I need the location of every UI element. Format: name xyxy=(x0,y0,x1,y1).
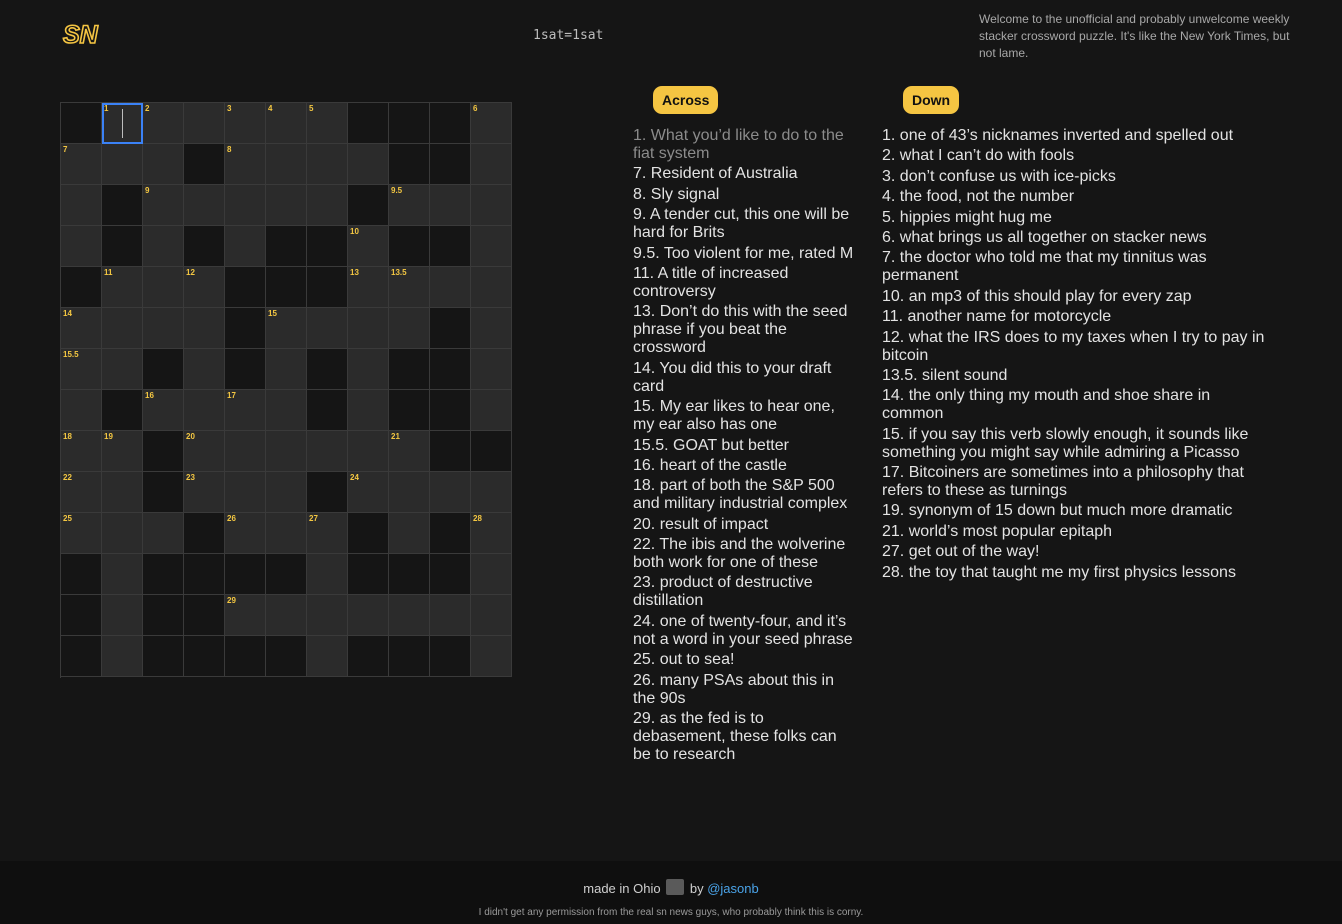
grid-cell[interactable] xyxy=(348,390,389,431)
cell-number: 9 xyxy=(145,186,150,195)
across-clue[interactable]: 14. You did this to your draft card xyxy=(633,359,832,395)
grid-cell[interactable] xyxy=(61,431,102,472)
grid-cell[interactable] xyxy=(266,390,307,431)
cell-number: 12 xyxy=(186,268,195,277)
grid-cell-dark[interactable] xyxy=(61,636,102,677)
grid-cell[interactable] xyxy=(471,267,512,308)
down-clue[interactable]: 17. Bitcoiners are sometimes into a philosophy that refers to these as turnings xyxy=(882,464,1244,500)
grid-cell[interactable] xyxy=(225,185,266,226)
grid-cell-dark[interactable] xyxy=(184,513,225,554)
cell-number: 26 xyxy=(227,514,236,523)
across-clue[interactable]: 25. out to sea! xyxy=(633,651,735,669)
cell-number: 8 xyxy=(227,145,232,154)
down-clue[interactable]: 3. don’t confuse us with ice-picks xyxy=(882,167,1116,185)
grid-cell[interactable] xyxy=(225,431,266,472)
grid-cell[interactable] xyxy=(225,390,266,431)
made-in-text: made in Ohio xyxy=(583,881,661,896)
grid-cell-dark[interactable] xyxy=(430,103,471,144)
down-clue[interactable]: 7. the doctor who told me that my tinnitus was permanent xyxy=(882,249,1207,285)
down-clue[interactable]: 10. an mp3 of this should play for every zap xyxy=(882,287,1192,305)
grid-cell[interactable] xyxy=(266,349,307,390)
grid-cell-dark[interactable] xyxy=(389,144,430,185)
cell-number: 9.5 xyxy=(391,186,403,195)
across-clue-list xyxy=(633,127,855,766)
cell-number: 1 xyxy=(104,104,109,113)
grid-cell-dark[interactable] xyxy=(266,267,307,308)
across-clue[interactable]: 8. Sly signal xyxy=(633,185,720,203)
grid-cell[interactable] xyxy=(389,431,430,472)
grid-cell[interactable] xyxy=(389,185,430,226)
made-in-line xyxy=(0,879,1342,896)
exchange-rate: 1sat=1sat xyxy=(533,28,604,43)
down-clue[interactable]: 21. world’s most popular epitaph xyxy=(882,522,1113,540)
cell-number: 19 xyxy=(104,432,113,441)
grid-cell[interactable] xyxy=(348,308,389,349)
cell-number: 22 xyxy=(63,473,72,482)
cell-number: 27 xyxy=(309,514,318,523)
grid-cell[interactable] xyxy=(266,595,307,636)
grid-cell[interactable] xyxy=(348,226,389,267)
grid-cell-dark[interactable] xyxy=(143,431,184,472)
by-text: by xyxy=(689,881,704,896)
grid-cell[interactable] xyxy=(430,185,471,226)
grid-cell[interactable] xyxy=(143,308,184,349)
grid-cell[interactable] xyxy=(102,554,143,595)
down-clue[interactable]: 6. what brings us all together on stacker news xyxy=(882,228,1207,246)
grid-cell[interactable] xyxy=(307,185,348,226)
grid-cell-dark[interactable] xyxy=(348,185,389,226)
grid-cell-dark[interactable] xyxy=(389,226,430,267)
grid-cell[interactable] xyxy=(430,472,471,513)
grid-cell-dark[interactable] xyxy=(389,554,430,595)
ohio-icon xyxy=(666,879,684,895)
grid-cell[interactable] xyxy=(471,103,512,144)
sn-logo[interactable] xyxy=(60,16,102,52)
grid-cell[interactable] xyxy=(471,144,512,185)
grid-cell[interactable] xyxy=(225,103,266,144)
grid-cell-dark[interactable] xyxy=(389,636,430,677)
grid-cell[interactable] xyxy=(348,431,389,472)
grid-cell-dark[interactable] xyxy=(266,636,307,677)
grid-cell-dark[interactable] xyxy=(430,431,471,472)
grid-cell[interactable] xyxy=(389,308,430,349)
grid-cell-dark[interactable] xyxy=(184,226,225,267)
grid-cell-dark[interactable] xyxy=(430,636,471,677)
grid-cell-dark[interactable] xyxy=(389,349,430,390)
down-clue[interactable]: 27. get out of the way! xyxy=(882,543,1040,561)
footer xyxy=(0,861,1342,924)
grid-cell[interactable] xyxy=(143,103,184,144)
across-clue[interactable]: 29. as the fed is to debasement, these folks can be to research xyxy=(633,710,837,764)
across-clue[interactable]: 11. A title of increased controversy xyxy=(633,264,789,300)
grid-cell[interactable] xyxy=(471,226,512,267)
grid-cell[interactable] xyxy=(471,349,512,390)
cell-number: 6 xyxy=(473,104,478,113)
grid-cell[interactable] xyxy=(348,595,389,636)
down-clue[interactable]: 4. the food, not the number xyxy=(882,188,1075,206)
grid-cell-dark[interactable] xyxy=(184,554,225,595)
grid-cell[interactable] xyxy=(184,308,225,349)
across-clue[interactable]: 9. A tender cut, this one will be hard for Brits xyxy=(633,206,850,242)
cell-number: 17 xyxy=(227,391,236,400)
down-clue[interactable]: 5. hippies might hug me xyxy=(882,208,1052,226)
grid-cell[interactable] xyxy=(61,226,102,267)
grid-cell-dark[interactable] xyxy=(430,226,471,267)
down-clue[interactable]: 14. the only thing my mouth and shoe share in common xyxy=(882,387,1211,423)
grid-cell[interactable] xyxy=(266,185,307,226)
disclaimer-text: I didn't get any permission from the real sn news guys, who probably think this is corny. xyxy=(478,907,864,918)
across-clue[interactable]: 18. part of both the S&P 500 and military industrial complex xyxy=(633,477,848,513)
cell-number: 11 xyxy=(104,268,113,277)
grid-cell[interactable] xyxy=(102,636,143,677)
grid-cell-dark[interactable] xyxy=(225,636,266,677)
grid-cell[interactable] xyxy=(266,144,307,185)
down-heading: Down xyxy=(903,86,959,114)
across-heading: Across xyxy=(653,86,718,114)
grid-cell-dark[interactable] xyxy=(430,513,471,554)
grid-cell-dark[interactable] xyxy=(430,390,471,431)
grid-cell[interactable] xyxy=(102,267,143,308)
grid-cell[interactable] xyxy=(471,595,512,636)
cell-number: 2 xyxy=(145,104,150,113)
grid-cell[interactable] xyxy=(389,472,430,513)
grid-cell[interactable] xyxy=(143,185,184,226)
crossword-grid[interactable] xyxy=(60,102,512,678)
cell-number: 25 xyxy=(63,514,72,523)
grid-cell-dark[interactable] xyxy=(225,349,266,390)
across-clue[interactable]: 7. Resident of Australia xyxy=(633,165,798,183)
across-clue[interactable]: 15.5. GOAT but better xyxy=(633,436,789,454)
grid-cell-dark[interactable] xyxy=(389,103,430,144)
across-clue[interactable]: 23. product of destructive distillation xyxy=(633,574,813,610)
grid-cell-dark[interactable] xyxy=(389,390,430,431)
grid-cell[interactable] xyxy=(348,267,389,308)
grid-cell[interactable] xyxy=(184,472,225,513)
cell-number: 20 xyxy=(186,432,195,441)
grid-cell-dark[interactable] xyxy=(348,103,389,144)
grid-cell[interactable] xyxy=(225,226,266,267)
grid-cell-dark[interactable] xyxy=(143,349,184,390)
grid-cell-dark[interactable] xyxy=(307,267,348,308)
grid-cell-dark[interactable] xyxy=(184,636,225,677)
grid-cell[interactable] xyxy=(143,267,184,308)
grid-cell[interactable] xyxy=(307,103,348,144)
grid-cell-dark[interactable] xyxy=(307,349,348,390)
grid-cell[interactable] xyxy=(225,144,266,185)
grid-cell-dark[interactable] xyxy=(225,267,266,308)
grid-cell[interactable] xyxy=(225,513,266,554)
grid-cell[interactable] xyxy=(61,513,102,554)
grid-cell[interactable] xyxy=(307,431,348,472)
grid-cell[interactable] xyxy=(61,390,102,431)
grid-cell[interactable] xyxy=(184,103,225,144)
grid-cell-dark[interactable] xyxy=(307,226,348,267)
grid-cell-dark[interactable] xyxy=(143,595,184,636)
grid-cell[interactable] xyxy=(266,472,307,513)
cell-number: 13 xyxy=(350,268,359,277)
down-clue-list xyxy=(882,127,1272,584)
grid-cell[interactable] xyxy=(471,636,512,677)
grid-cell-dark[interactable] xyxy=(471,431,512,472)
grid-cell[interactable] xyxy=(143,144,184,185)
grid-cell[interactable] xyxy=(348,349,389,390)
grid-cell-dark[interactable] xyxy=(184,144,225,185)
grid-cell[interactable] xyxy=(143,390,184,431)
grid-cell[interactable] xyxy=(102,513,143,554)
grid-cell[interactable] xyxy=(389,267,430,308)
cell-number: 4 xyxy=(268,104,273,113)
grid-cell[interactable] xyxy=(430,267,471,308)
grid-cell[interactable] xyxy=(184,267,225,308)
cell-number: 3 xyxy=(227,104,232,113)
grid-cell[interactable] xyxy=(61,308,102,349)
cell-number: 14 xyxy=(63,309,72,318)
grid-cell[interactable] xyxy=(471,390,512,431)
grid-cell[interactable] xyxy=(266,513,307,554)
across-clue[interactable]: 1. What you’d like to do to the fiat system xyxy=(633,127,844,162)
grid-cell[interactable] xyxy=(307,636,348,677)
grid-cell-dark[interactable] xyxy=(143,472,184,513)
cell-number: 18 xyxy=(63,432,72,441)
grid-cell-dark[interactable] xyxy=(143,636,184,677)
grid-cell-dark[interactable] xyxy=(102,226,143,267)
grid-cell-dark[interactable] xyxy=(348,513,389,554)
grid-cell[interactable] xyxy=(102,308,143,349)
grid-cell[interactable] xyxy=(102,349,143,390)
grid-cell-dark[interactable] xyxy=(266,554,307,595)
grid-cell-dark[interactable] xyxy=(102,390,143,431)
across-clue[interactable]: 13. Don’t do this with the seed phrase if you beat the crossword xyxy=(633,303,848,357)
grid-cell[interactable] xyxy=(61,185,102,226)
grid-cell-dark[interactable] xyxy=(307,390,348,431)
grid-cell-dark[interactable] xyxy=(225,554,266,595)
grid-cell[interactable] xyxy=(307,595,348,636)
grid-cell[interactable] xyxy=(225,472,266,513)
across-clue[interactable]: 22. The ibis and the wolverine both work for one of these xyxy=(633,536,846,572)
grid-cell[interactable] xyxy=(471,513,512,554)
grid-cell[interactable] xyxy=(307,308,348,349)
down-clue[interactable]: 15. if you say this verb slowly enough, it sounds like something you might say while admiring a Picasso xyxy=(882,425,1249,461)
down-clue[interactable]: 13.5. silent sound xyxy=(882,366,1008,384)
cell-number: 10 xyxy=(350,227,359,236)
grid-cell-dark[interactable] xyxy=(61,554,102,595)
grid-cell[interactable] xyxy=(102,103,143,144)
grid-cell[interactable] xyxy=(102,144,143,185)
across-clue[interactable]: 26. many PSAs about this in the 90s xyxy=(633,671,834,707)
cell-number: 15 xyxy=(268,309,277,318)
grid-cell-dark[interactable] xyxy=(143,554,184,595)
grid-cell-dark[interactable] xyxy=(102,185,143,226)
cell-number: 7 xyxy=(63,145,68,154)
grid-cell[interactable] xyxy=(389,595,430,636)
down-clue[interactable]: 28. the toy that taught me my first physics lessons xyxy=(882,563,1236,581)
cell-number: 24 xyxy=(350,473,359,482)
grid-cell-dark[interactable] xyxy=(307,472,348,513)
grid-cell-dark[interactable] xyxy=(430,554,471,595)
grid-cell[interactable] xyxy=(143,513,184,554)
grid-cell[interactable] xyxy=(471,308,512,349)
grid-cell-dark[interactable] xyxy=(184,595,225,636)
grid-cell-dark[interactable] xyxy=(61,595,102,636)
grid-cell[interactable] xyxy=(471,554,512,595)
grid-cell[interactable] xyxy=(61,144,102,185)
grid-cell[interactable] xyxy=(307,554,348,595)
across-clue[interactable]: 20. result of impact xyxy=(633,515,769,533)
grid-cell-dark[interactable] xyxy=(348,636,389,677)
grid-cell[interactable] xyxy=(471,185,512,226)
grid-cell-dark[interactable] xyxy=(225,308,266,349)
across-clue[interactable]: 15. My ear likes to hear one, my ear also has one xyxy=(633,398,835,434)
grid-cell-dark[interactable] xyxy=(348,554,389,595)
grid-cell[interactable] xyxy=(307,144,348,185)
grid-cell-dark[interactable] xyxy=(430,349,471,390)
grid-cell[interactable] xyxy=(471,472,512,513)
sn-logo-text: SN xyxy=(63,21,98,49)
grid-cell[interactable] xyxy=(266,431,307,472)
grid-cell[interactable] xyxy=(266,308,307,349)
grid-cell[interactable] xyxy=(61,472,102,513)
down-clue[interactable]: 12. what the IRS does to my taxes when I try to pay in bitcoin xyxy=(882,328,1265,364)
across-clue[interactable]: 9.5. Too violent for me, rated M xyxy=(633,244,854,262)
grid-cell[interactable] xyxy=(143,226,184,267)
grid-cell[interactable] xyxy=(307,513,348,554)
welcome-text: Welcome to the unofficial and probably unwelcome weekly stacker crossword puzzle. It's like the New York Times, but not lame. xyxy=(979,12,1290,60)
cell-number: 13.5 xyxy=(391,268,407,277)
grid-cell[interactable] xyxy=(102,431,143,472)
author-link[interactable]: @jasonb xyxy=(707,881,759,896)
down-clue[interactable]: 1. one of 43’s nicknames inverted and spelled out xyxy=(882,127,1234,144)
grid-cell[interactable] xyxy=(430,595,471,636)
grid-cell-dark[interactable] xyxy=(430,308,471,349)
cell-number: 23 xyxy=(186,473,195,482)
cell-number: 28 xyxy=(473,514,482,523)
across-clue[interactable]: 24. one of twenty-four, and it’s not a word in your seed phrase xyxy=(633,612,853,648)
grid-cell[interactable] xyxy=(184,349,225,390)
grid-cell[interactable] xyxy=(184,431,225,472)
grid-cell-dark[interactable] xyxy=(61,103,102,144)
down-clue[interactable]: 19. synonym of 15 down but much more dramatic xyxy=(882,502,1233,520)
down-clue[interactable]: 2. what I can’t do with fools xyxy=(882,147,1075,165)
grid-cell[interactable] xyxy=(348,472,389,513)
grid-cell[interactable] xyxy=(184,390,225,431)
across-clue[interactable]: 16. heart of the castle xyxy=(633,456,787,474)
grid-cell[interactable] xyxy=(102,472,143,513)
grid-cell[interactable] xyxy=(348,144,389,185)
grid-cell[interactable] xyxy=(102,595,143,636)
grid-cell[interactable] xyxy=(389,513,430,554)
grid-cell[interactable] xyxy=(184,185,225,226)
cell-number: 21 xyxy=(391,432,400,441)
grid-cell[interactable] xyxy=(225,595,266,636)
grid-cell-dark[interactable] xyxy=(61,267,102,308)
grid-cell-dark[interactable] xyxy=(430,144,471,185)
grid-cell-dark[interactable] xyxy=(266,226,307,267)
cell-number: 5 xyxy=(309,104,314,113)
cell-number: 29 xyxy=(227,596,236,605)
down-clue[interactable]: 11. another name for motorcycle xyxy=(882,308,1112,326)
cell-number: 16 xyxy=(145,391,154,400)
cell-number: 15.5 xyxy=(63,350,79,359)
grid-cell[interactable] xyxy=(61,349,102,390)
grid-cell[interactable] xyxy=(266,103,307,144)
